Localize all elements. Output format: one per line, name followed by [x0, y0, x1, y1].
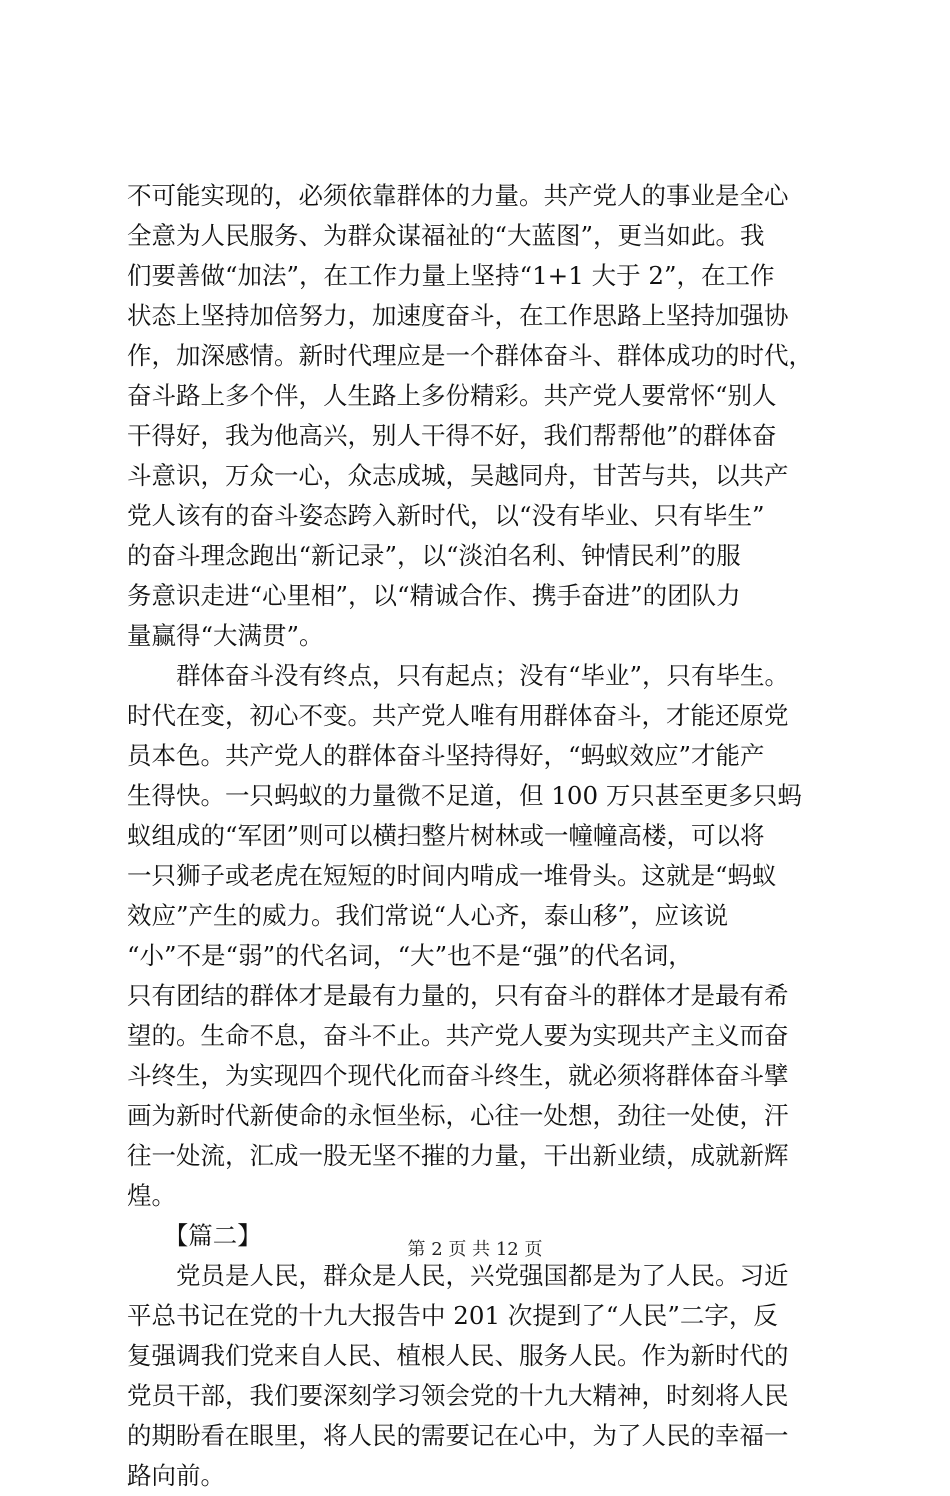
text-line: 党人该有的奋斗姿态跨入新时代，以“没有毕业、只有毕生” [127, 501, 765, 530]
text-line: 蚁组成的“军团”则可以横扫整片树林或一幢幢高楼，可以将 [127, 821, 765, 850]
text-line: 一只狮子或老虎在短短的时间内啃成一堆骨头。这就是“蚂蚁 [127, 861, 777, 890]
text-line: 不可能实现的，必须依靠群体的力量。共产党人的事业是全心 [127, 181, 789, 210]
text-line: 全意为人民服务、为群众谋福祉的“大蓝图”，更当如此。我 [127, 221, 765, 250]
text-line: 生得快。一只蚂蚁的力量微不足道，但 100 万只甚至更多只蚂 [127, 781, 802, 810]
text-line: 党员干部，我们要深刻学习领会党的十九大精神，时刻将人民 [127, 1381, 789, 1410]
text-line: 的期盼看在眼里，将人民的需要记在心中，为了人民的幸福一 [127, 1421, 789, 1450]
text-line: 员本色。共产党人的群体奋斗坚持得好，“蚂蚁效应”才能产 [127, 741, 765, 770]
text-line: 【篇二】 [127, 1221, 262, 1250]
text-line: 们要善做“加法”，在工作力量上坚持“1+1 大于 2”，在工作 [127, 261, 775, 290]
text-line: 路向前。 [127, 1461, 225, 1490]
text-line: 作，加深感情。新时代理应是一个群体奋斗、群体成功的时代， [127, 341, 813, 370]
text-line: 画为新时代新使命的永恒坐标，心往一处想，劲往一处使，汗 [127, 1101, 789, 1130]
text-line: 时代在变，初心不变。共产党人唯有用群体奋斗，才能还原党 [127, 701, 789, 730]
text-line: 往一处流，汇成一股无坚不摧的力量，干出新业绩，成就新辉 [127, 1141, 789, 1170]
text-line: 望的。生命不息，奋斗不止。共产党人要为实现共产主义而奋 [127, 1021, 789, 1050]
text-line: 效应”产生的威力。我们常说“人心齐，泰山移”，应该说 [127, 901, 729, 930]
text-line: 干得好，我为他高兴，别人干得不好，我们帮帮他”的群体奋 [127, 421, 777, 450]
page-footer: 第 2 页 共 12 页 [407, 1239, 543, 1260]
text-line: 的奋斗理念跑出“新记录”，以“淡泊名利、钟情民利”的服 [127, 541, 741, 570]
text-line: 煌。 [127, 1181, 176, 1210]
text-line: 党员是人民，群众是人民，兴党强国都是为了人民。习近 [127, 1261, 789, 1290]
text-line: 复强调我们党来自人民、植根人民、服务人民。作为新时代的 [127, 1341, 789, 1370]
text-line: 平总书记在党的十九大报告中 201 次提到了“人民”二字，反 [127, 1301, 778, 1330]
text-line: 状态上坚持加倍努力，加速度奋斗，在工作思路上坚持加强协 [127, 301, 789, 330]
text-line: 斗终生，为实现四个现代化而奋斗终生，就必须将群体奋斗擘 [127, 1061, 789, 1090]
text-line: 量赢得“大满贯”。 [127, 621, 324, 650]
text-line: 群体奋斗没有终点，只有起点；没有“毕业”，只有毕生。 [127, 661, 790, 690]
text-line: 斗意识，万众一心，众志成城，吴越同舟，甘苦与共，以共产 [127, 461, 789, 490]
text-line: 务意识走进“心里相”，以“精诚合作、携手奋进”的团队力 [127, 581, 741, 610]
text-line: 只有团结的群体才是最有力量的，只有奋斗的群体才是最有希 [127, 981, 789, 1010]
text-line: 奋斗路上多个伴，人生路上多份精彩。共产党人要常怀“别人 [127, 381, 777, 410]
text-line: “小”不是“弱”的代名词，“大”也不是“强”的代名词， [127, 941, 693, 970]
